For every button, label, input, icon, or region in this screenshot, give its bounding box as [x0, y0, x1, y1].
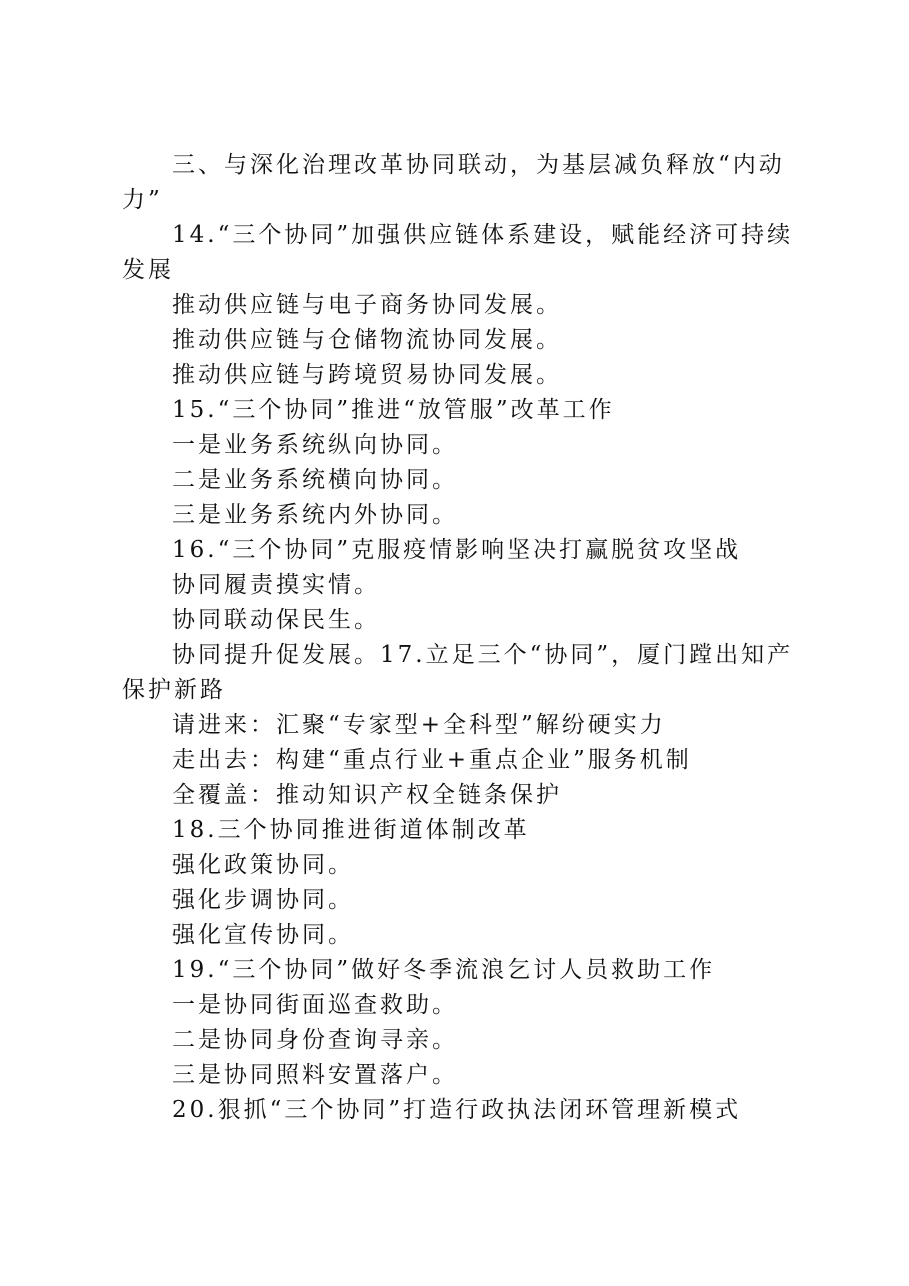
paragraph-section-heading: 三、与深化治理改革协同联动，为基层减负释放“内动力”	[122, 152, 785, 213]
paragraph: 协同履责摸实情。	[172, 572, 380, 598]
paragraph: 强化步调协同。	[172, 887, 354, 913]
document-body	[122, 148, 798, 1128]
paragraph: 请进来：汇聚“专家型+全科型”解纷硬实力	[172, 712, 666, 738]
paragraph-item-18-title: 18.三个协同推进街道体制改革	[172, 817, 530, 843]
paragraph-item-16-title: 16.“三个协同”克服疫情影响坚决打赢脱贫攻坚战	[172, 537, 742, 563]
paragraph: 推动供应链与仓储物流协同发展。	[172, 327, 562, 353]
paragraph-item-14-title: 14.“三个协同”加强供应链体系建设，赋能经济可持续发展	[122, 222, 794, 283]
paragraph: 推动供应链与电子商务协同发展。	[172, 292, 562, 318]
paragraph-item-19-title: 19.“三个协同”做好冬季流浪乞讨人员救助工作	[172, 957, 716, 983]
paragraph: 一是业务系统纵向协同。	[172, 432, 458, 458]
paragraph: 一是协同街面巡查救助。	[172, 992, 458, 1018]
paragraph: 二是协同身份查询寻亲。	[172, 1027, 458, 1053]
paragraph: 全覆盖：推动知识产权全链条保护	[172, 782, 562, 808]
paragraph-item-15-title: 15.“三个协同”推进“放管服”改革工作	[172, 397, 615, 423]
paragraph: 推动供应链与跨境贸易协同发展。	[172, 362, 562, 388]
paragraph: 强化宣传协同。	[172, 922, 354, 948]
paragraph: 强化政策协同。	[172, 852, 354, 878]
paragraph-item-17-title: 协同提升促发展。17.立足三个“协同”，厦门蹚出知产保护新路	[122, 642, 794, 703]
paragraph: 协同联动保民生。	[172, 607, 380, 633]
paragraph-item-20-title: 20.狠抓“三个协同”打造行政执法闭环管理新模式	[172, 1097, 742, 1123]
paragraph: 二是业务系统横向协同。	[172, 467, 458, 493]
paragraph: 三是协同照料安置落户。	[172, 1062, 458, 1088]
paragraph: 三是业务系统内外协同。	[172, 502, 458, 528]
paragraph: 走出去：构建“重点行业+重点企业”服务机制	[172, 747, 692, 773]
